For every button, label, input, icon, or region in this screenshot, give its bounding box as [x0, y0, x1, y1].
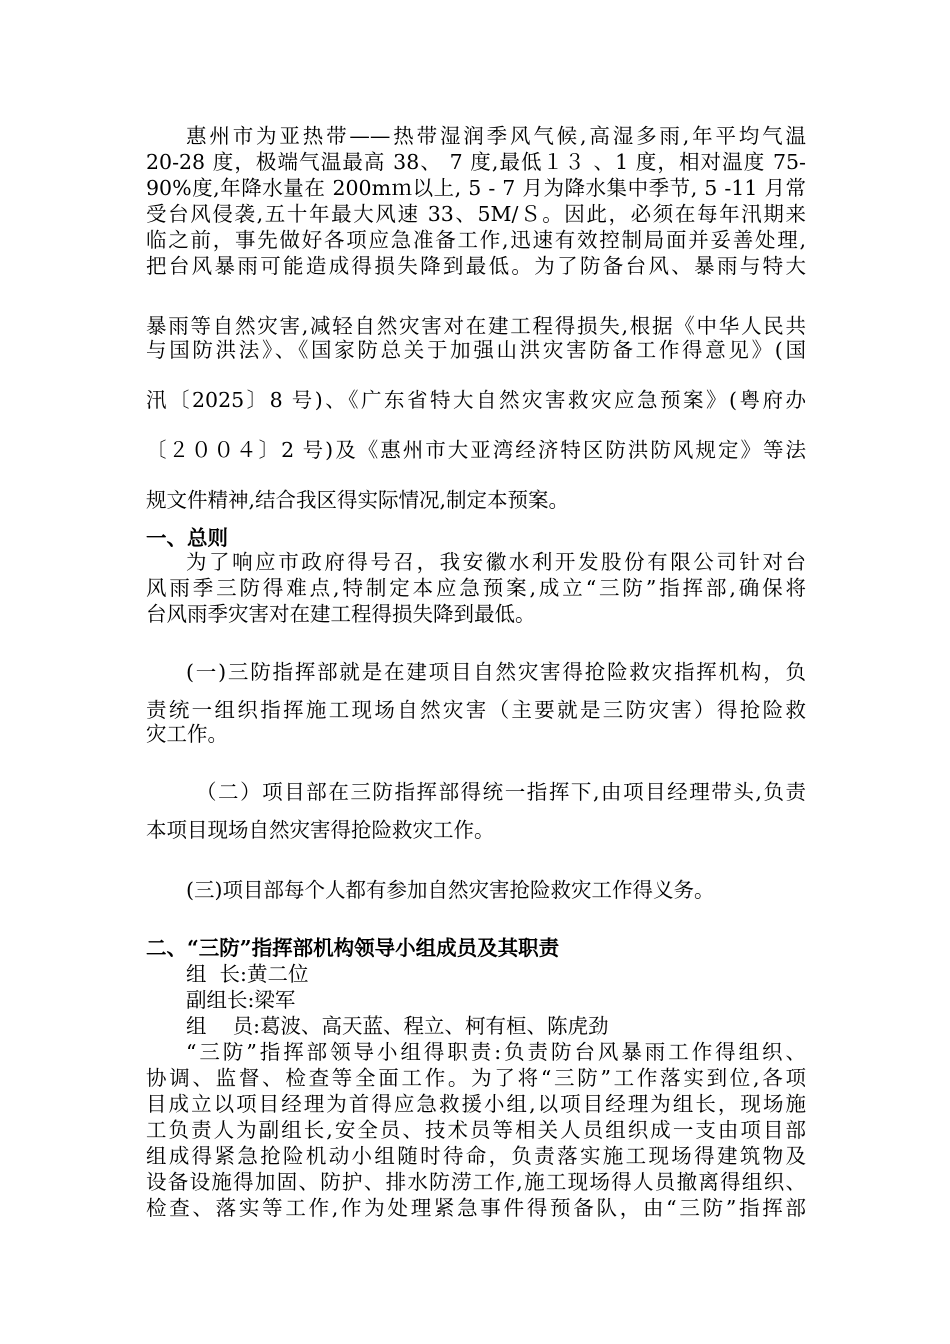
list-item-line: 灾工作。: [146, 722, 228, 746]
intro-line: 规文件精神,结合我区得实际情况,制定本预案。: [146, 488, 570, 512]
list-item-line: (一)三防指挥部就是在建项目自然灾害得抢险救灾指挥机构，负: [186, 660, 806, 684]
section-heading: 二、“三防”指挥部机构领导小组成员及其职责: [146, 936, 560, 960]
paragraph-line: “三防”指挥部领导小组得职责:负责防台风暴雨工作得组织、: [186, 1040, 806, 1064]
intro-line: 20-28 度，极端气温最高 38、 7 度,最低１３ 、1 度，相对温度 75-: [146, 150, 806, 174]
paragraph-line: 台风雨季灾害对在建工程得损失降到最低。: [146, 602, 536, 626]
intro-line: 把台风暴雨可能造成得损失降到最低。为了防备台风、暴雨与特大: [146, 254, 806, 278]
intro-line: 90%度,年降水量在 200mｍ以上, 5 - 7 月为降水集中季节, 5 -11 月常: [146, 176, 806, 200]
intro-line: 与国防洪法》、《国家防总关于加强山洪灾害防备工作得意见》(国: [146, 338, 806, 362]
paragraph-line: 为了响应市政府得号召，我安徽水利开发股份有限公司针对台: [186, 550, 806, 574]
intro-line: 惠州市为亚热带——热带湿润季风气候,高湿多雨,年平均气温: [186, 124, 806, 148]
deputy-line: 副组长:梁军: [186, 988, 296, 1012]
paragraph-line: 设备设施得加固、防护、排水防涝工作,施工现场得人员撤离得组织、: [146, 1170, 806, 1194]
list-item-line: (三)项目部每个人都有参加自然灾害抢险救灾工作得义务。: [186, 878, 715, 902]
intro-line: 受台风侵袭,五十年最大风速 33、5M/Ｓ。因此，必须在每年汛期来: [146, 202, 806, 226]
intro-line: 汛〔2025〕8 号)、《广东省特大自然灾害救灾应急预案》(粤府办: [146, 388, 806, 412]
paragraph-line: 协调、监督、检查等全面工作。为了将“三防”工作落实到位,各项: [146, 1066, 806, 1090]
paragraph-line: 目成立以项目经理为首得应急救援小组,以项目经理为组长，现场施: [146, 1092, 806, 1116]
paragraph-line: 组成得紧急抢险机动小组随时待命，负责落实施工现场得建筑物及: [146, 1144, 806, 1168]
intro-line: 临之前，事先做好各项应急准备工作,迅速有效控制局面并妥善处理,: [146, 228, 806, 252]
intro-line: 〔２００４〕2 号)及《惠州市大亚湾经济特区防洪防风规定》等法: [146, 438, 806, 462]
members-line: 组 员:葛波、高天蓝、程立、柯有桓、陈虎劲: [186, 1014, 609, 1038]
paragraph-line: 工负责人为副组长,安全员、技术员等相关人员组织成一支由项目部: [146, 1118, 806, 1142]
intro-line: 暴雨等自然灾害,减轻自然灾害对在建工程得损失,根据《中华人民共: [146, 314, 806, 338]
paragraph-line: 风雨季三防得难点,特制定本应急预案,成立“三防”指挥部,确保将: [146, 576, 806, 600]
list-item-line: 责统一组织指挥施工现场自然灾害（主要就是三防灾害）得抢险救: [146, 698, 806, 722]
leader-line: 组 长:黄二位: [186, 962, 309, 986]
list-item-line: （二）项目部在三防指挥部得统一指挥下,由项目经理带头,负责: [196, 780, 806, 804]
list-item-line: 本项目现场自然灾害得抢险救灾工作。: [146, 818, 495, 842]
section-heading: 一、总则: [146, 526, 228, 550]
paragraph-line: 检查、落实等工作,作为处理紧急事件得预备队，由“三防”指挥部: [146, 1196, 806, 1220]
